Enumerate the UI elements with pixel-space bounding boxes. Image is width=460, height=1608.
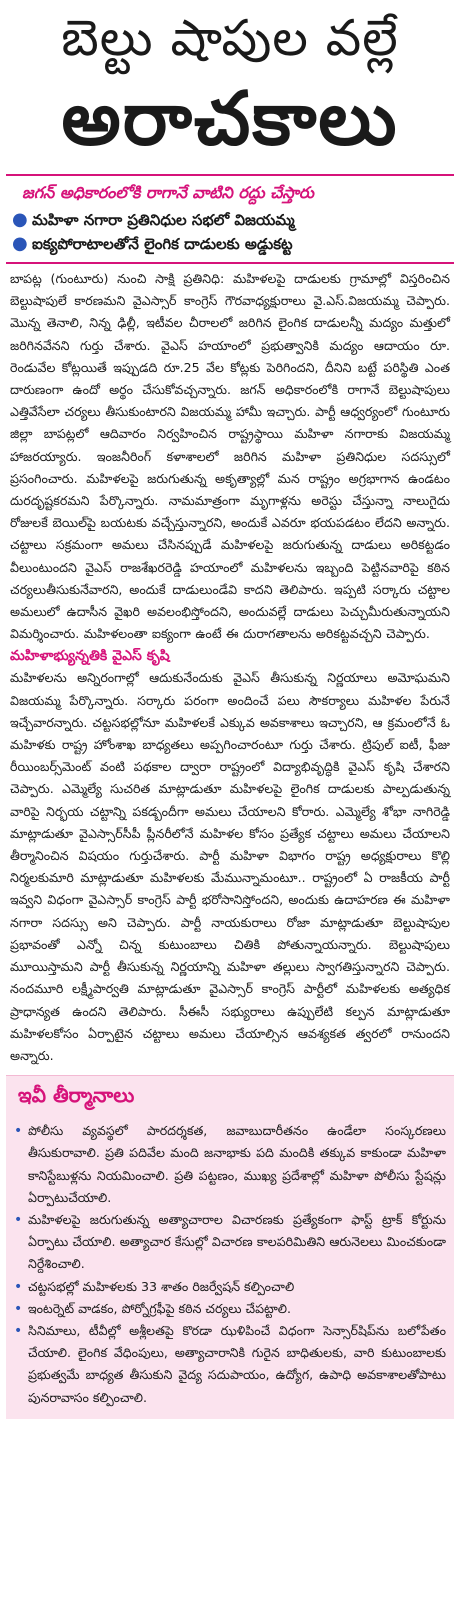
resolutions-box bbox=[6, 1114, 454, 1419]
bullet-dot-icon: ● bbox=[12, 233, 28, 254]
resolution-item bbox=[14, 1209, 446, 1276]
resolution-item bbox=[14, 1120, 446, 1209]
body-paragraph-2: మహిళలను అన్నిరంగాల్లో ఆదుకునేందుకు వైఎస్ తీసుకున్న నిర్ణయాలు అమోఘమని విజయమ్మ పేర్కొన్నారు. సర్కారు పరంగా అందించే పలు సౌకర్యాలు మహిళల పేరునే ఇచ్చేవారన్నారు. చట్టసభల్లోనూ మహిళలకే ఎక్కువ అవకాశాలు ఇచ్చారని, ఆ క్రమంలోనే ఓ మహిళకు రాష్ట్ర హోంశాఖ బాధ్యతలు అప్పగించారంటూ గుర్తు చేశారు. ట్రిపుల్ ఐటీ, ఫీజు రీయింబర్స్‌మెంట్ వంటి పథకాల ద్వారా రాష్ట్రంలో విద్యాభివృద్ధికి వైఎస్ కృషి చేశారని చెప్పారు. ఎమ్మెల్యే సుచరిత మాట్లాడుతూ మహిళలపై లైంగిక దాడులకు పాల్పడుతున్న వారిపై నిర్భయ చట్టాన్ని పకడ్బందీగా అమలు చేయాలని కోరారు. ఎమ్మెల్యే శోభా నాగిరెడ్డి మాట్లాడుతూ వైఎస్సార్‌సీపీ ప్లీనరీలోనే మహిళల కోసం ప్రత్యేక చట్టాలు అమలు చేయాలని తీర్మానించిన విషయం గుర్తుచేశారు. పార్టీ మహిళా విభాగం రాష్ట్ర అధ్యక్షురాలు కొల్లి నిర్మలకుమారి మాట్లాడుతూ మహిళలకు మేమున్నామంటూ.. రాష్ట్రంలో ఏ రాజకీయ పార్టీ ఇవ్వని విధంగా వైఎస్సార్ కాంగ్రెస్ పార్టీ భరోసానిస్తోందని, అందుకు ఉదాహరణ ఈ మహిళా నగారా సదస్సు అని చెప్పారు. పార్టీ నాయకురాలు రోజా మాట్లాడుతూ బెల్టుషాపుల ప్రభావంతో ఎన్నో చిన్న కుటుంబాలు చితికి పోతున్నాయన్నారు. బెల్టుషాపులు మూయిస్తామని పార్టీ తీసుకున్న నిర్ణయాన్ని మహిళా తల్లులు స్వాగతిస్తున్నారని చెప్పారు. నందమూరి లక్ష్మీపార్వతి మాట్లాడుతూ వైఎస్సార్ కాంగ్రెస్ పార్టీలో మహిళలకు అత్యధిక ప్రాధాన్యత ఉందని తెలిపారు. సీఈసీ సభ్యురాలు ఉప్పులేటి కల్పన మాట్లాడుతూ మహిళలకోసం ఏర్పాటైన చట్టాలు అమలు చేయాల్సిన ఆవశ్యకత త్వరలో రానుందని అన్నారు. bbox=[10, 670, 450, 1063]
bullet-dot-icon: • bbox=[14, 1123, 23, 1140]
section-divider bbox=[6, 262, 454, 264]
resolution-item bbox=[14, 1320, 446, 1409]
bullet-dot-icon: • bbox=[14, 1211, 23, 1228]
resolution-item bbox=[14, 1298, 446, 1320]
resolutions-title: ఇవీ తీర్మానాలు bbox=[6, 1075, 454, 1114]
resolution-text: సినిమాలు, టీవీల్లో అశ్లీలతపై కొరడా ఝళిపించే విధంగా సెన్సార్‌షిప్‌ను బలోపేతం చేయాలి. లైంగిక వేధింపులు, అత్యాచారానికి గురైన బాధితులకు, వారి కుటుంబాలకు ప్రభుత్వమే బాధ్యత తీసుకుని వైద్య సదుపాయం, ఉద్యోగ, ఉపాధి అవకాశాలతోపాటు పునరావాసం కల్పించాలి. bbox=[28, 1322, 446, 1405]
resolution-text: ఇంటర్నెట్ వాడకం, పోర్నోగ్రఫీపై కఠిన చర్యలు చేపట్టాలి. bbox=[28, 1300, 292, 1316]
bullet-dot-icon: ● bbox=[12, 209, 28, 230]
resolution-item bbox=[14, 1276, 446, 1298]
highlight-text: ఐక్యపోరాటాలతోనే లైంగిక దాడులకు అడ్డుకట్ట bbox=[32, 235, 293, 253]
resolution-text: మహిళలపై జరుగుతున్న అత్యాచారాల విచారణకు ప్రత్యేకంగా ఫాస్ట్ ట్రాక్ కోర్టును ఏర్పాటు చేయాలి. అత్యాచార కేసుల్లో విచారణ కాలపరిమితిని ఆరునెలలు మించకుండా నిర్దేశించాలి. bbox=[28, 1211, 446, 1272]
highlight-bullet bbox=[12, 208, 454, 232]
headline-line-2: అరాచకాలు bbox=[61, 76, 399, 162]
bullet-dot-icon: • bbox=[14, 1278, 23, 1295]
kicker: జగన్ అధికారంలోకి రాగానే వాటిని రద్దు చేస్తారు bbox=[22, 183, 314, 202]
highlight-bullets bbox=[6, 208, 454, 256]
body-paragraph-1: బాపట్ల (గుంటూరు) నుంచి సాక్షి ప్రతినిధి: మహిళలపై దాడులకు గ్రామాల్లో విస్తరించిన బెల్టుషాపులే కారణమని వైఎస్సార్ కాంగ్రెస్ గౌరవాధ్యక్షురాలు వై.ఎస్.విజయమ్మ చెప్పారు. మొన్న తెనాలి, నిన్న ఢిల్లీ, ఇటీవల చీరాలలో జరిగిన లైంగిక దాడులన్నీ మద్యం మత్తులో జరిగినవేనని గుర్తు చేశారు. వైఎస్ హయాంలో ప్రభుత్వానికి మద్యం ఆదాయం రూ. రెండువేల కోట్లయితే ఇప్పుడది రూ.25 వేల కోట్లకు పెరిగిందని, దీనిని బట్టే పరిస్థితి ఎంత దారుణంగా ఉందో అర్థం చేసుకోవచ్చన్నారు. జగన్ అధికారంలోకి రాగానే బెల్టుషాపులు ఎత్తివేసేలా చర్యలు తీసుకుంటారని విజయమ్మ హామీ ఇచ్చారు. పార్టీ ఆధ్వర్యంలో గుంటూరు జిల్లా బాపట్లలో ఆదివారం నిర్వహించిన రాష్ట్రస్థాయి మహిళా నగారాకు విజయమ్మ హాజరయ్యారు. ఇంజనీరింగ్ కళాశాలలో జరిగిన మహిళా ప్రతినిధుల సదస్సులో ప్రసంగించారు. మహిళలపై జరుగుతున్న అకృత్యాల్లో మన రాష్ట్రం అగ్రభాగాన ఉండటం దురదృష్టకరమని పేర్కొన్నారు. నామమాత్రంగా మృగాళ్లను అరెస్టు చేస్తున్నా నాలుగైదు రోజులకే బెయిల్‌పై బయటకు వచ్చేస్తున్నారని, అందుకే ఎవరూ భయపడటం లేదని అన్నారు. చట్టాలు సక్రమంగా అమలు చేసినప్పుడే మహిళలపై జరుగుతున్న దాడులు అరికట్టడం వీలుంటుందని వైఎస్ రాజశేఖరరెడ్డి హయాంలో మహిళలను ఇబ్బంది పెట్టినవారిపై కఠిన చర్యలుతీసుకునేవారని, అందుకే దాడులుండేవి కాదని తెలిపారు. ఇప్పటి సర్కారు చట్టాల అమలులో ఉదాసీన వైఖరి అవలంభిస్తోందని, అందువల్లే దాడులు పెచ్చుమీరుతున్నాయని విమర్శించారు. మహిళలంతా ఐక్యంగా ఉంటే ఈ దురాగతాలను అరికట్టవచ్చని చెప్పారు. bbox=[10, 271, 450, 642]
highlight-bullet bbox=[12, 232, 454, 256]
resolution-text: పోలీసు వ్యవస్థలో పారదర్శకత, జవాబుదారీతనం ఉండేలా సంస్కరణలు తీసుకురావాలి. ప్రతి పదివేల మంది జనాభాకు పది మందికి తక్కువ కాకుండా మహిళా కానిస్టేబుళ్లను నియమించాలి. ప్రతి పట్టణం, ముఖ్య ప్రదేశాల్లో మహిళా పోలీసు స్టేషన్లు ఏర్పాటుచేయాలి. bbox=[28, 1123, 446, 1205]
resolution-text: చట్టసభల్లో మహిళలకు 33 శాతం రిజర్వేషన్ కల్పించాలి bbox=[28, 1278, 295, 1294]
subheading: మహిళాభ్యున్నతికి వైఎస్ కృషి bbox=[10, 648, 170, 665]
highlight-text: మహిళా నగారా ప్రతినిధుల సభలో విజయమ్మ bbox=[32, 211, 295, 229]
bullet-dot-icon: • bbox=[14, 1322, 23, 1339]
headline-line-1: బెల్టు షాపుల వల్లే bbox=[61, 9, 399, 67]
resolutions-list bbox=[14, 1120, 446, 1409]
bullet-dot-icon: • bbox=[14, 1300, 23, 1317]
